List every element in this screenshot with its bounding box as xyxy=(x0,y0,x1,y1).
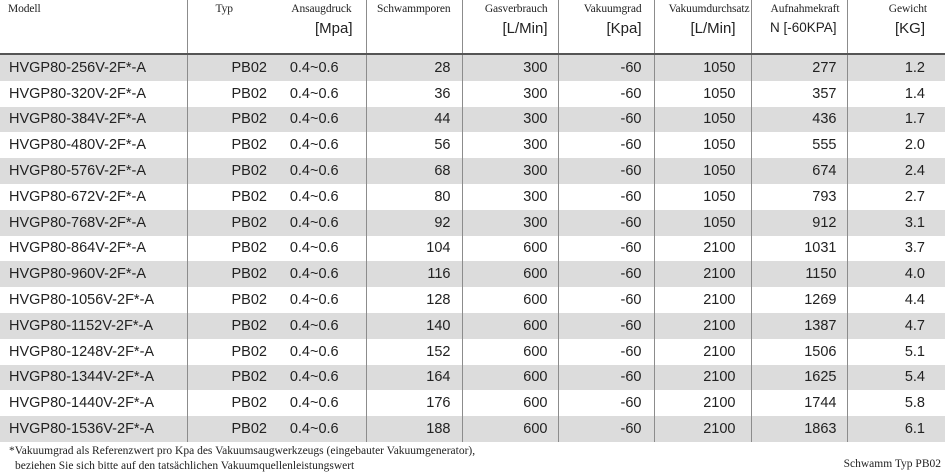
cell-weight: 3.7 xyxy=(904,240,925,257)
cell-holding-force: 1031 xyxy=(751,236,847,262)
cell-vacuum-throughput: 1050 xyxy=(654,81,751,107)
header-model xyxy=(0,0,187,54)
cell-holding-force: 277 xyxy=(751,54,847,81)
cell-weight: 4.7 xyxy=(847,313,945,339)
cell-holding-force: 1863 xyxy=(751,416,847,442)
cell-weight: 2.4 xyxy=(847,158,945,184)
cell-vacuum-degree: -60 xyxy=(558,287,654,313)
cell-vacuum-degree: -60 xyxy=(558,81,654,107)
cell-model: HVGP80-1344V-2F*-A xyxy=(0,365,187,391)
cell-holding-force: 1269 xyxy=(751,287,847,313)
cell-suction-pressure: 0.4~0.6 xyxy=(277,132,366,158)
cell-holding-force: 1625 xyxy=(751,365,847,391)
cell-vacuum-degree: -60 xyxy=(558,210,654,236)
cell-suction-pressure: 0.4~0.6 xyxy=(277,210,366,236)
cell-gas-consumption: 600 xyxy=(462,390,558,416)
table-row xyxy=(0,132,945,158)
header-gas xyxy=(462,0,558,54)
header-type-label: Typ xyxy=(215,3,233,15)
cell-holding-force: 1506 xyxy=(751,339,847,365)
cell-suction-pressure: 0.4~0.6 xyxy=(277,416,366,442)
table-row xyxy=(0,339,945,365)
cell-type: PB02 xyxy=(231,188,267,205)
cell-vacuum-throughput: 2100 xyxy=(654,365,751,391)
cell-gas-consumption: 600 xyxy=(462,236,558,262)
cell-gas-consumption: 300 xyxy=(462,54,558,81)
table-row xyxy=(0,54,945,81)
cell-vacuum-throughput: 2100 xyxy=(654,390,751,416)
cell-type: PB02 xyxy=(231,85,267,102)
header-weight xyxy=(847,0,945,54)
cell-vacuum-throughput: 2100 xyxy=(654,313,751,339)
cell-vacuum-degree: -60 xyxy=(558,54,654,81)
cell-sponge-pores: 56 xyxy=(366,132,462,158)
cell-vacuum-throughput: 1050 xyxy=(654,210,751,236)
header-gas-label: Gasverbrauch xyxy=(484,3,548,15)
cell-gas-consumption: 600 xyxy=(462,287,558,313)
cell-sponge-pores: 28 xyxy=(366,54,462,81)
cell-suction-pressure: 0.4~0.6 xyxy=(277,158,366,184)
cell-model: HVGP80-256V-2F*-A xyxy=(0,54,187,81)
cell-vacuum-throughput: 1050 xyxy=(654,184,751,210)
caption: Schwamm Typ PB02 xyxy=(843,458,941,470)
cell-suction-pressure: 0.4~0.6 xyxy=(277,287,366,313)
cell-holding-force: 912 xyxy=(751,210,847,236)
cell-sponge-pores: 80 xyxy=(366,184,462,210)
cell-model: HVGP80-864V-2F*-A xyxy=(0,236,187,262)
table-row xyxy=(0,287,945,313)
cell-vacuum-degree: -60 xyxy=(558,390,654,416)
cell-holding-force: 555 xyxy=(751,132,847,158)
table-row xyxy=(0,313,945,339)
cell-vacuum-throughput: 1050 xyxy=(654,158,751,184)
cell-suction-pressure: 0.4~0.6 xyxy=(277,313,366,339)
header-pores xyxy=(366,0,462,54)
cell-weight: 5.4 xyxy=(847,365,945,391)
table-row xyxy=(0,236,945,262)
cell-suction-pressure: 0.4~0.6 xyxy=(277,54,366,81)
cell-sponge-pores: 188 xyxy=(366,416,462,442)
cell-vacuum-throughput: 1050 xyxy=(654,54,751,81)
cell-type: PB02 xyxy=(231,343,267,360)
cell-type: PB02 xyxy=(231,395,267,412)
footnote-line-2: beziehen Sie sich bitte auf den tatsächlichen Vakuumquellenleistungswert xyxy=(15,460,355,472)
cell-gas-consumption: 600 xyxy=(462,261,558,287)
cell-vacuum-throughput: 2100 xyxy=(654,261,751,287)
header-type xyxy=(187,0,277,54)
table-row xyxy=(0,184,945,210)
cell-vacuum-throughput: 2100 xyxy=(654,236,751,262)
header-throughput-unit: [L/Min] xyxy=(690,20,736,37)
cell-vacuum-degree: -60 xyxy=(558,158,654,184)
cell-holding-force: 1150 xyxy=(751,261,847,287)
cell-type: PB02 xyxy=(231,240,267,257)
cell-gas-consumption: 300 xyxy=(462,210,558,236)
cell-holding-force: 793 xyxy=(751,184,847,210)
table-body xyxy=(0,54,945,442)
table-header xyxy=(0,0,945,54)
cell-gas-consumption: 300 xyxy=(462,81,558,107)
cell-weight: 6.1 xyxy=(847,416,945,442)
cell-sponge-pores: 152 xyxy=(366,339,462,365)
header-force-unit: N [-60KPA] xyxy=(769,20,837,35)
cell-model: HVGP80-576V-2F*-A xyxy=(0,158,187,184)
table-row xyxy=(0,390,945,416)
header-weight-unit: [KG] xyxy=(894,20,925,37)
table-row xyxy=(0,416,945,442)
cell-holding-force: 357 xyxy=(751,81,847,107)
cell-model: HVGP80-960V-2F*-A xyxy=(0,261,187,287)
cell-sponge-pores: 44 xyxy=(366,107,462,133)
cell-sponge-pores: 104 xyxy=(366,236,462,262)
cell-gas-consumption: 300 xyxy=(462,184,558,210)
cell-vacuum-degree: -60 xyxy=(558,313,654,339)
cell-vacuum-degree: -60 xyxy=(558,339,654,365)
cell-suction-pressure: 0.4~0.6 xyxy=(277,390,366,416)
cell-suction-pressure: 0.4~0.6 xyxy=(277,236,366,262)
cell-weight: 1.4 xyxy=(904,85,925,102)
cell-model: HVGP80-1056V-2F*-A xyxy=(0,287,187,313)
cell-gas-consumption: 600 xyxy=(462,416,558,442)
cell-model: HVGP80-1536V-2F*-A xyxy=(0,416,187,442)
footnote xyxy=(9,444,475,474)
table-row xyxy=(0,210,945,236)
cell-type: PB02 xyxy=(187,416,277,442)
cell-type: PB02 xyxy=(187,261,277,287)
cell-holding-force: 1744 xyxy=(751,390,847,416)
cell-vacuum-throughput: 2100 xyxy=(654,339,751,365)
cell-gas-consumption: 600 xyxy=(462,365,558,391)
cell-vacuum-degree: -60 xyxy=(558,107,654,133)
cell-vacuum-degree: -60 xyxy=(558,132,654,158)
cell-model: HVGP80-480V-2F*-A xyxy=(0,132,187,158)
cell-model: HVGP80-1440V-2F*-A xyxy=(0,390,187,416)
header-vacuum-label: Vakuumgrad xyxy=(583,3,642,15)
cell-vacuum-degree: -60 xyxy=(558,236,654,262)
header-pores-label: Schwammporen xyxy=(376,3,451,15)
cell-sponge-pores: 128 xyxy=(366,287,462,313)
cell-holding-force: 674 xyxy=(751,158,847,184)
cell-suction-pressure: 0.4~0.6 xyxy=(277,107,366,133)
cell-type: PB02 xyxy=(187,210,277,236)
cell-suction-pressure: 0.4~0.6 xyxy=(277,365,366,391)
cell-sponge-pores: 36 xyxy=(366,81,462,107)
cell-suction-pressure: 0.4~0.6 xyxy=(277,261,366,287)
cell-suction-pressure: 0.4~0.6 xyxy=(277,81,366,107)
cell-type: PB02 xyxy=(187,313,277,339)
cell-gas-consumption: 600 xyxy=(462,313,558,339)
cell-weight: 2.0 xyxy=(904,137,925,154)
cell-model: HVGP80-768V-2F*-A xyxy=(0,210,187,236)
header-weight-label: Gewicht xyxy=(888,3,927,15)
cell-weight: 5.8 xyxy=(904,395,925,412)
cell-weight: 1.2 xyxy=(847,54,945,81)
footnote-line-1: *Vakuumgrad als Referenzwert pro Kpa des Vakuumsaugwerkzeugs (eingebauter Vakuumgenerator), xyxy=(9,445,476,457)
table-row xyxy=(0,107,945,133)
header-force-label: Aufnahmekraft xyxy=(770,3,840,15)
cell-type: PB02 xyxy=(231,292,267,309)
cell-sponge-pores: 116 xyxy=(366,261,462,287)
cell-weight: 5.1 xyxy=(904,343,925,360)
cell-vacuum-throughput: 1050 xyxy=(654,107,751,133)
cell-weight: 4.0 xyxy=(847,261,945,287)
cell-sponge-pores: 68 xyxy=(366,158,462,184)
cell-sponge-pores: 140 xyxy=(366,313,462,339)
cell-vacuum-degree: -60 xyxy=(558,184,654,210)
cell-weight: 3.1 xyxy=(847,210,945,236)
cell-type: PB02 xyxy=(187,365,277,391)
header-model-label: Modell xyxy=(8,3,41,15)
cell-type: PB02 xyxy=(187,54,277,81)
cell-holding-force: 436 xyxy=(751,107,847,133)
cell-gas-consumption: 300 xyxy=(462,132,558,158)
cell-suction-pressure: 0.4~0.6 xyxy=(277,339,366,365)
cell-vacuum-throughput: 2100 xyxy=(654,287,751,313)
cell-model: HVGP80-672V-2F*-A xyxy=(0,184,187,210)
cell-vacuum-throughput: 2100 xyxy=(654,416,751,442)
cell-vacuum-degree: -60 xyxy=(558,261,654,287)
header-suction-label: Ansaugdruck xyxy=(291,3,352,15)
cell-vacuum-degree: -60 xyxy=(558,365,654,391)
cell-gas-consumption: 300 xyxy=(462,158,558,184)
cell-gas-consumption: 300 xyxy=(462,107,558,133)
cell-sponge-pores: 176 xyxy=(366,390,462,416)
cell-sponge-pores: 164 xyxy=(366,365,462,391)
cell-type: PB02 xyxy=(187,158,277,184)
cell-sponge-pores: 92 xyxy=(366,210,462,236)
cell-holding-force: 1387 xyxy=(751,313,847,339)
table-row xyxy=(0,261,945,287)
header-suction xyxy=(277,0,366,54)
table-row xyxy=(0,81,945,107)
cell-weight: 1.7 xyxy=(847,107,945,133)
cell-model: HVGP80-320V-2F*-A xyxy=(0,81,187,107)
cell-model: HVGP80-1152V-2F*-A xyxy=(0,313,187,339)
cell-gas-consumption: 600 xyxy=(462,339,558,365)
header-vacuum-unit: [Kpa] xyxy=(606,20,642,37)
table-row xyxy=(0,158,945,184)
cell-model: HVGP80-384V-2F*-A xyxy=(0,107,187,133)
header-throughput xyxy=(654,0,751,54)
header-gas-unit: [L/Min] xyxy=(502,20,548,37)
header-force xyxy=(751,0,847,54)
cell-weight: 2.7 xyxy=(904,188,925,205)
cell-vacuum-throughput: 1050 xyxy=(654,132,751,158)
header-suction-unit: [Mpa] xyxy=(314,20,353,37)
cell-model: HVGP80-1248V-2F*-A xyxy=(0,339,187,365)
header-vacuum xyxy=(558,0,654,54)
cell-type: PB02 xyxy=(231,137,267,154)
cell-type: PB02 xyxy=(187,107,277,133)
cell-suction-pressure: 0.4~0.6 xyxy=(277,184,366,210)
cell-weight: 4.4 xyxy=(904,292,925,309)
table-row xyxy=(0,365,945,391)
header-throughput-label: Vakuumdurchsatz xyxy=(668,3,750,15)
cell-vacuum-degree: -60 xyxy=(558,416,654,442)
